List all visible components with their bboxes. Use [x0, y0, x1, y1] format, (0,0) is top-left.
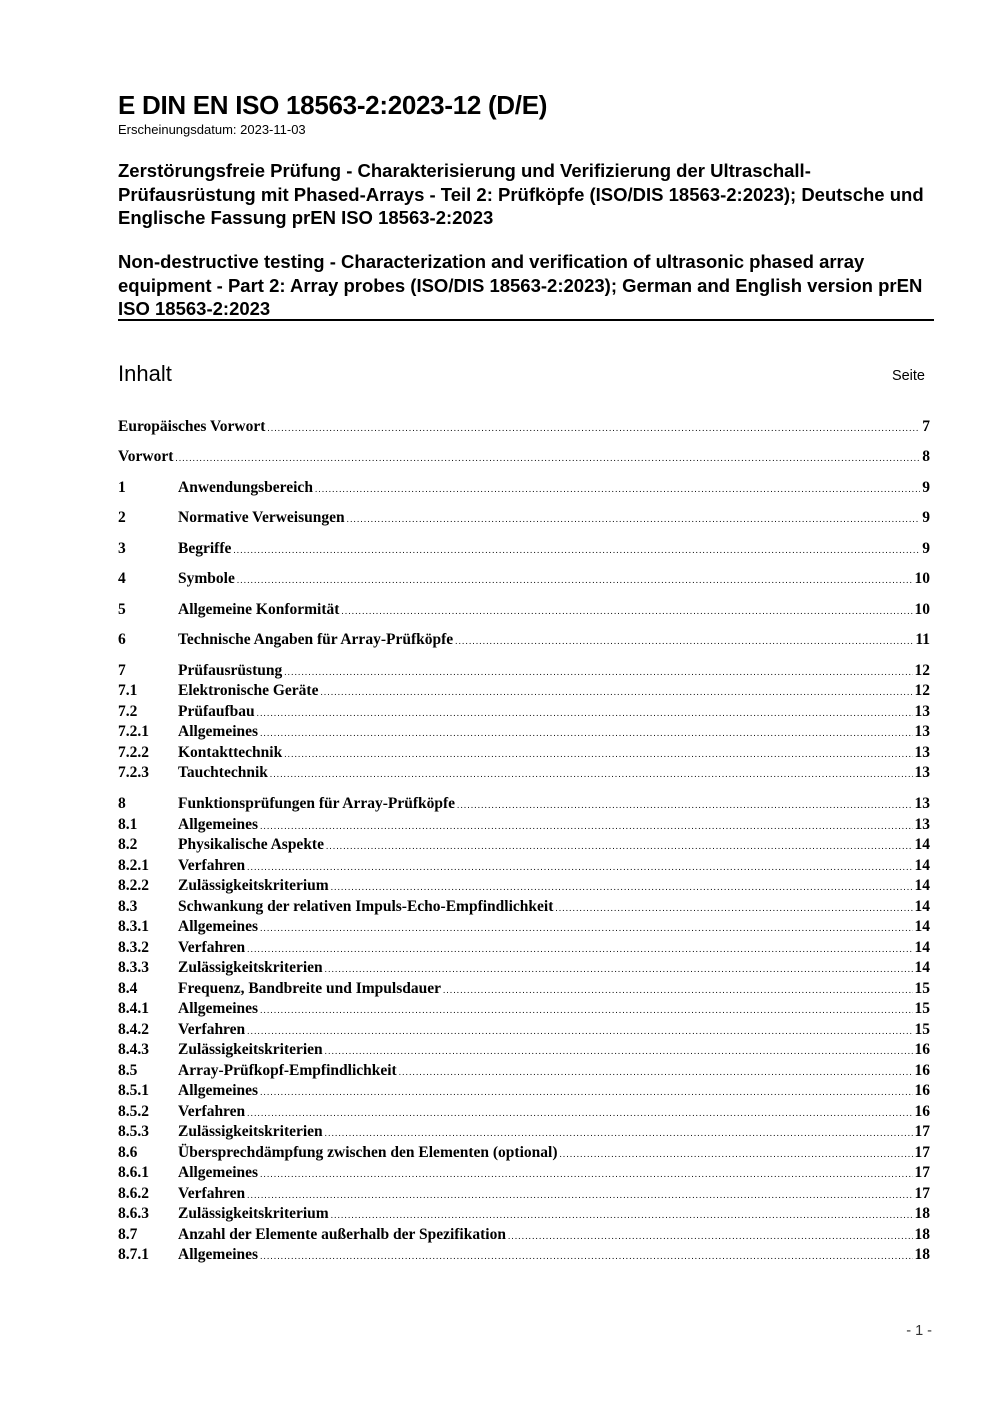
toc-dot-leader — [260, 821, 912, 831]
toc-entry-page: 16 — [914, 1082, 930, 1099]
document-id: E DIN EN ISO 18563-2:2023-12 (D/E) — [118, 90, 548, 120]
toc-entry-number: 8.6 — [118, 1144, 138, 1161]
toc-entry-number: 8.2.1 — [118, 857, 149, 874]
title-divider — [118, 319, 934, 321]
toc-entry-page: 9 — [922, 509, 930, 526]
toc-dot-leader — [320, 687, 912, 697]
toc-entry[interactable] — [118, 1144, 930, 1164]
toc-entry-title: Allgemeines — [178, 816, 259, 833]
toc-entry-title: Array-Prüfkopf-Empfindlichkeit — [178, 1062, 397, 1079]
toc-entry[interactable] — [118, 418, 930, 438]
toc-entry-number: 7 — [118, 662, 126, 679]
toc-entry-number: 8.6.1 — [118, 1164, 149, 1181]
toc-entry-number: 8.5.2 — [118, 1103, 149, 1120]
toc-dot-leader — [457, 800, 912, 810]
toc-dot-leader — [175, 453, 920, 463]
toc-entry-page: 9 — [922, 479, 930, 496]
toc-entry[interactable] — [118, 631, 930, 651]
toc-entry[interactable] — [118, 1082, 930, 1102]
toc-entry-title: Kontakttechnik — [178, 744, 283, 761]
toc-entry-page: 11 — [915, 631, 930, 648]
toc-dot-leader — [260, 1087, 912, 1097]
toc-entry-title: Begriffe — [178, 540, 232, 557]
toc-entry[interactable] — [118, 898, 930, 918]
toc-dot-leader — [247, 1026, 912, 1036]
toc-entry-title: Schwankung der relativen Impuls-Echo-Empfindlichkeit — [178, 898, 554, 915]
toc-entry-page: 16 — [914, 1062, 930, 1079]
toc-entry[interactable] — [118, 939, 930, 959]
toc-entry-number: 8.7 — [118, 1226, 138, 1243]
toc-entry-page: 13 — [914, 723, 930, 740]
title-german: Zerstörungsfreie Prüfung - Charakterisierung und Verifizierung der Ultraschall-Prüfausrüstung mit Phased-Arrays - Teil 2: Prüfköpfe (ISO/DIS 18563-2:2023); Deutsche und Englische Fassung prEN ISO 18563-2:2023 — [118, 160, 924, 228]
toc-entry[interactable] — [118, 1164, 930, 1184]
toc-entry-page: 14 — [914, 939, 930, 956]
toc-entry-page: 14 — [914, 959, 930, 976]
toc-entry-number: 8.7.1 — [118, 1246, 149, 1263]
toc-dot-leader — [247, 944, 912, 954]
toc-entry-title: Zulässigkeitskriterium — [178, 877, 329, 894]
toc-entry-title: Allgemeines — [178, 918, 259, 935]
toc-entry-title: Symbole — [178, 570, 235, 587]
toc-dot-leader — [260, 1169, 912, 1179]
toc-entry[interactable] — [118, 918, 930, 938]
toc-entry-number: 7.1 — [118, 682, 138, 699]
toc-dot-leader — [260, 1005, 912, 1015]
toc-dot-leader — [260, 1251, 912, 1261]
toc-entry-page: 13 — [914, 744, 930, 761]
toc-entry[interactable] — [118, 570, 930, 590]
toc-entry-page: 17 — [914, 1144, 930, 1161]
toc-entry-title: Anwendungsbereich — [178, 479, 313, 496]
toc-entry-title: Prüfausrüstung — [178, 662, 283, 679]
toc-entry-number: 8.2 — [118, 836, 138, 853]
toc-entry-page: 14 — [914, 877, 930, 894]
toc-entry-number: 8.3.3 — [118, 959, 149, 976]
toc-entry-title: Physikalische Aspekte — [178, 836, 324, 853]
publication-date: Erscheinungsdatum: 2023-11-03 — [118, 122, 306, 137]
toc-dot-leader — [247, 862, 912, 872]
toc-entry-page: 17 — [914, 1164, 930, 1181]
toc-entry[interactable] — [118, 723, 930, 743]
toc-entry[interactable] — [118, 1103, 930, 1123]
toc-entry[interactable] — [118, 1021, 930, 1041]
toc-entry-page: 14 — [914, 898, 930, 915]
toc-dot-leader — [233, 545, 920, 555]
toc-entry[interactable] — [118, 601, 930, 621]
toc-entry[interactable] — [118, 540, 930, 560]
toc-dot-leader — [284, 749, 912, 759]
toc-entry-page: 18 — [914, 1246, 930, 1263]
toc-dot-leader — [559, 1149, 912, 1159]
toc-entry-page: 18 — [914, 1226, 930, 1243]
toc-entry-number: 7.2.3 — [118, 764, 149, 781]
toc-dot-leader — [247, 1190, 912, 1200]
toc-entry-number: 8.4.3 — [118, 1041, 149, 1058]
toc-entry-number: 3 — [118, 540, 126, 557]
toc-entry-title: Vorwort — [118, 448, 174, 465]
toc-entry-title: Prüfaufbau — [178, 703, 255, 720]
toc-entry[interactable] — [118, 1062, 930, 1082]
toc-entry[interactable] — [118, 980, 930, 1000]
toc-entry-number: 8.4.1 — [118, 1000, 149, 1017]
toc-entry[interactable] — [118, 1000, 930, 1020]
toc-entry-number: 8.2.2 — [118, 877, 149, 894]
toc-dot-leader — [325, 1046, 913, 1056]
toc-entry[interactable] — [118, 1226, 930, 1246]
toc-dot-leader — [326, 841, 913, 851]
toc-entry-number: 8.1 — [118, 816, 138, 833]
toc-dot-leader — [331, 1210, 913, 1220]
toc-entry-page: 14 — [914, 857, 930, 874]
toc-entry[interactable] — [118, 744, 930, 764]
title-english: Non-destructive testing - Characterization and verification of ultrasonic phased array equipment - Part 2: Array probes (ISO/DIS 18563-2:2023); German and English version prEN ISO 18563-2:2023 — [118, 251, 923, 319]
toc-entry-page: 14 — [914, 836, 930, 853]
toc-entry-page: 18 — [914, 1205, 930, 1222]
toc-entry-page: 12 — [914, 662, 930, 679]
toc-entry-page: 8 — [922, 448, 930, 465]
toc-entry[interactable] — [118, 836, 930, 856]
toc-dot-leader — [315, 484, 920, 494]
toc-entry-page: 15 — [914, 1000, 930, 1017]
toc-entry-number: 8.3.1 — [118, 918, 149, 935]
toc-entry-title: Verfahren — [178, 1021, 246, 1038]
toc-entry-page: 14 — [914, 918, 930, 935]
toc-entry-title: Allgemeines — [178, 1164, 259, 1181]
toc-entry[interactable] — [118, 509, 930, 529]
toc-entry-number: 8.6.2 — [118, 1185, 149, 1202]
toc-entry-page: 13 — [914, 764, 930, 781]
toc-entry[interactable] — [118, 816, 930, 836]
page-number: - 1 - — [906, 1323, 932, 1339]
toc-entry-number: 7.2.2 — [118, 744, 149, 761]
toc-entry-number: 8.4.2 — [118, 1021, 149, 1038]
toc-entry-page: 16 — [914, 1103, 930, 1120]
toc-entry-page: 16 — [914, 1041, 930, 1058]
toc-dot-leader — [325, 964, 913, 974]
toc-entry-number: 1 — [118, 479, 126, 496]
toc-entry[interactable] — [118, 448, 930, 468]
toc-entry[interactable] — [118, 1123, 930, 1143]
toc-entry-page: 13 — [914, 816, 930, 833]
toc-entry[interactable] — [118, 662, 930, 682]
toc-entry-number: 8.5.3 — [118, 1123, 149, 1140]
toc-entry-number: 6 — [118, 631, 126, 648]
toc-entry[interactable] — [118, 703, 930, 723]
toc-entry-number: 7.2 — [118, 703, 138, 720]
toc-entry-title: Anzahl der Elemente außerhalb der Spezifikation — [178, 1226, 506, 1243]
toc-entry-title: Technische Angaben für Array-Prüfköpfe — [178, 631, 454, 648]
toc-entry-title: Übersprechdämpfung zwischen den Elementen (optional) — [178, 1144, 558, 1161]
toc-dot-leader — [443, 985, 913, 995]
toc-entry-title: Allgemeines — [178, 1082, 259, 1099]
toc-entry-number: 8 — [118, 795, 126, 812]
toc-entry-number: 8.6.3 — [118, 1205, 149, 1222]
toc-entry-page: 15 — [914, 1021, 930, 1038]
toc-entry[interactable] — [118, 479, 930, 499]
toc-entry-number: 8.4 — [118, 980, 138, 997]
toc-heading: Inhalt — [118, 361, 172, 386]
toc-entry-title: Elektronische Geräte — [178, 682, 319, 699]
toc-entry-title: Zulässigkeitskriterien — [178, 1041, 323, 1058]
toc-dot-leader — [508, 1231, 913, 1241]
toc-entry-title: Zulässigkeitskriterien — [178, 959, 323, 976]
toc-entry-page: 15 — [914, 980, 930, 997]
toc-dot-leader — [399, 1067, 913, 1077]
toc-entry[interactable] — [118, 959, 930, 979]
toc-dot-leader — [237, 575, 913, 585]
toc-entry-number: 7.2.1 — [118, 723, 149, 740]
toc-entry-title: Europäisches Vorwort — [118, 418, 266, 435]
toc-entry-title: Allgemeines — [178, 1000, 259, 1017]
toc-entry[interactable] — [118, 1205, 930, 1225]
toc-dot-leader — [267, 423, 920, 433]
toc-entry-title: Allgemeines — [178, 1246, 259, 1263]
toc-entry-page: 9 — [922, 540, 930, 557]
toc-dot-leader — [455, 636, 913, 646]
toc-entry-page: 17 — [914, 1185, 930, 1202]
toc-entry-number: 4 — [118, 570, 126, 587]
toc-entry-page: 10 — [914, 570, 930, 587]
toc-entry-number: 8.3.2 — [118, 939, 149, 956]
toc-dot-leader — [270, 769, 913, 779]
toc-entry[interactable] — [118, 1185, 930, 1205]
toc-entry-page: 10 — [914, 601, 930, 618]
toc-entry-title: Frequenz, Bandbreite und Impulsdauer — [178, 980, 441, 997]
toc-entry-page: 7 — [922, 418, 930, 435]
toc-dot-leader — [555, 903, 912, 913]
toc-entry-title: Verfahren — [178, 1185, 246, 1202]
toc-dot-leader — [260, 923, 912, 933]
toc-dot-leader — [260, 728, 912, 738]
toc-entry-title: Normative Verweisungen — [178, 509, 345, 526]
toc-entry-page: 17 — [914, 1123, 930, 1140]
toc-entry-title: Funktionsprüfungen für Array-Prüfköpfe — [178, 795, 456, 812]
toc-entry-title: Verfahren — [178, 1103, 246, 1120]
toc-entry-number: 2 — [118, 509, 126, 526]
toc-entry-page: 13 — [914, 795, 930, 812]
toc-entry-number: 8.5 — [118, 1062, 138, 1079]
toc-dot-leader — [325, 1128, 913, 1138]
toc-entry[interactable] — [118, 764, 930, 784]
toc-entry-title: Verfahren — [178, 857, 246, 874]
toc-entry[interactable] — [118, 682, 930, 702]
toc-entry-title: Verfahren — [178, 939, 246, 956]
toc-entry-number: 8.5.1 — [118, 1082, 149, 1099]
toc-entry[interactable] — [118, 877, 930, 897]
toc-entry-title: Allgemeine Konformität — [178, 601, 340, 618]
toc-entry-title: Tauchtechnik — [178, 764, 268, 781]
toc-entry-page: 12 — [914, 682, 930, 699]
toc-dot-leader — [284, 667, 912, 677]
toc-entry[interactable] — [118, 1041, 930, 1061]
toc-page-label: Seite — [891, 368, 925, 384]
toc-dot-leader — [257, 708, 913, 718]
toc-dot-leader — [341, 606, 912, 616]
toc-entry[interactable] — [118, 795, 930, 815]
toc-entry-number: 8.3 — [118, 898, 138, 915]
toc-entry-page: 13 — [914, 703, 930, 720]
toc-entry-number: 5 — [118, 601, 126, 618]
toc-dot-leader — [247, 1108, 912, 1118]
toc-entry-title: Allgemeines — [178, 723, 259, 740]
toc-dot-leader — [347, 514, 921, 524]
toc-entry[interactable] — [118, 857, 930, 877]
toc-dot-leader — [331, 882, 913, 892]
toc-entry[interactable] — [118, 1246, 930, 1266]
toc-entry-title: Zulässigkeitskriterium — [178, 1205, 329, 1222]
toc-entry-title: Zulässigkeitskriterien — [178, 1123, 323, 1140]
